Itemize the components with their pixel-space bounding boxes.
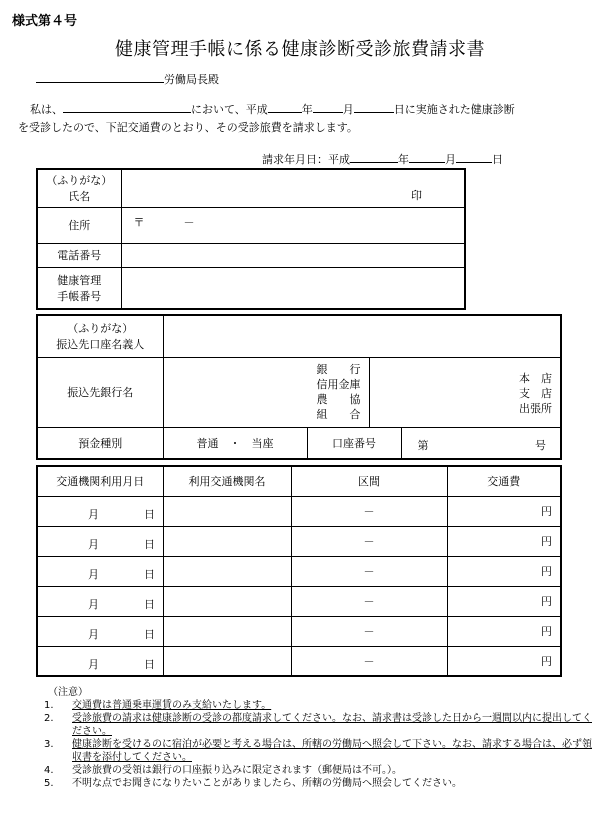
- date-cell[interactable]: [37, 586, 163, 616]
- branch-name-field[interactable]: [369, 357, 561, 427]
- col-header-fare: 交通費: [447, 466, 561, 496]
- branch-type-list: [370, 369, 561, 416]
- bank-type-option: 農 協: [316, 393, 361, 406]
- month-label: 月: [88, 597, 99, 611]
- note-number: 3.: [44, 739, 54, 750]
- note-item: [44, 738, 594, 764]
- note-text: 受診旅費の受領は銀行の口座振り込みに限定されます（郵便局は不可。）。: [72, 765, 402, 776]
- transport-name-cell[interactable]: [163, 556, 291, 586]
- section-dash: －: [363, 505, 375, 518]
- seal-mark: 印: [411, 188, 422, 202]
- phone-label: 電話番号: [37, 243, 121, 267]
- note-number: 2.: [44, 713, 54, 724]
- note-item: [44, 712, 594, 738]
- yen-label: 円: [541, 505, 552, 518]
- date-cell[interactable]: [37, 646, 163, 676]
- deposit-type-label: 預金種別: [37, 427, 163, 459]
- holder-label: 振込先口座名義人: [56, 338, 145, 352]
- section-cell[interactable]: [291, 556, 447, 586]
- bank-type-list: [164, 362, 369, 422]
- table-row: [37, 526, 561, 556]
- section-dash: －: [363, 625, 375, 638]
- account-no-suffix: 号: [535, 438, 546, 452]
- yen-label: 円: [541, 654, 552, 668]
- section-dash: －: [363, 654, 375, 668]
- branch-type-option: 本 店: [519, 371, 552, 385]
- yen-label: 円: [541, 595, 552, 608]
- holder-label-cell: [37, 315, 163, 357]
- day-label: 日: [144, 627, 155, 641]
- section-cell[interactable]: [291, 496, 447, 526]
- intro-line-1: [18, 100, 588, 119]
- note-number: 4.: [44, 765, 54, 776]
- transport-name-cell[interactable]: [163, 496, 291, 526]
- notes: [44, 686, 594, 790]
- fare-cell[interactable]: [447, 526, 561, 556]
- request-day-label: 日: [492, 153, 503, 166]
- date-cell[interactable]: [37, 496, 163, 526]
- fare-cell[interactable]: [447, 616, 561, 646]
- name-label-cell: [37, 169, 121, 207]
- note-text: 不明な点でお聞きになりたいことがありましたら、所轄の労働局へ照会してください。: [72, 778, 462, 789]
- exam-month-blank[interactable]: [313, 100, 343, 113]
- request-date: [262, 150, 503, 167]
- section-cell[interactable]: [291, 526, 447, 556]
- furigana-label: （ふりがな）: [67, 322, 134, 336]
- page-title: 健康管理手帳に係る健康診断受診旅費請求書: [115, 39, 485, 60]
- note-number: 1.: [44, 700, 54, 711]
- bank-type-option: 信用金庫: [316, 378, 361, 391]
- branch-type-option: 支 店: [519, 386, 552, 400]
- bank-type-option: 組 合: [316, 408, 361, 421]
- account-no-prefix: 第: [417, 438, 429, 452]
- date-cell[interactable]: [37, 526, 163, 556]
- fare-cell[interactable]: [447, 646, 561, 676]
- postal-dash: －: [183, 215, 195, 229]
- account-number-field[interactable]: [401, 427, 561, 459]
- fare-cell[interactable]: [447, 586, 561, 616]
- section-cell[interactable]: [291, 616, 447, 646]
- deposit-type-options[interactable]: 普通 ・ 当座: [163, 427, 307, 459]
- transport-name-cell[interactable]: [163, 526, 291, 556]
- note-text: 交通費は普通乗車運賃のみ支給いたします。: [72, 700, 272, 711]
- month-label: 月: [88, 537, 99, 551]
- day-label: 日: [144, 507, 155, 521]
- bank-name-field[interactable]: [163, 357, 369, 427]
- addressee-blank[interactable]: [36, 70, 164, 83]
- transport-rows: [37, 496, 561, 676]
- table-row: [37, 496, 561, 526]
- form-number: 様式第４号: [12, 14, 78, 29]
- date-cell[interactable]: [37, 556, 163, 586]
- name-label: 氏名: [68, 190, 91, 204]
- handbook-number-field[interactable]: [121, 267, 465, 309]
- exam-day-blank[interactable]: [354, 100, 394, 113]
- intro-paragraph: [18, 100, 588, 137]
- postal-mark: 〒: [133, 215, 145, 229]
- table-row: [37, 616, 561, 646]
- day-label: 日: [144, 597, 155, 611]
- note-item: [44, 777, 594, 790]
- table-row: [37, 646, 561, 676]
- section-cell[interactable]: [291, 646, 447, 676]
- bank-type-option: 銀 行: [316, 363, 361, 376]
- intro-text: において、平成: [191, 103, 268, 116]
- note-item: [44, 764, 594, 777]
- addressee: [36, 70, 219, 87]
- table-row: [37, 556, 561, 586]
- yen-label: 円: [541, 535, 552, 548]
- request-year-blank[interactable]: [350, 150, 398, 163]
- transport-table: [36, 465, 562, 677]
- request-date-label: 請求年月日：平成: [262, 153, 350, 166]
- note-text: 健康診断を受けるのに宿泊が必要と考える場合は、所轄の労働局へ照会して下さい。なお、請求する場合は、必ず領収書を添付してください。: [72, 739, 592, 763]
- col-header-transport: 利用交通機関名: [163, 466, 291, 496]
- transport-name-cell[interactable]: [163, 616, 291, 646]
- furigana-label: （ふりがな）: [46, 174, 113, 188]
- note-number: 5.: [44, 778, 54, 789]
- location-blank[interactable]: [63, 100, 191, 113]
- handbook-label: [37, 267, 121, 309]
- col-header-date: 交通機関利用月日: [37, 466, 163, 496]
- day-label: 日: [144, 657, 155, 671]
- day-label: 日: [144, 567, 155, 581]
- transport-name-cell[interactable]: [163, 646, 291, 676]
- exam-year-blank[interactable]: [268, 100, 302, 113]
- request-year-label: 年: [398, 153, 409, 166]
- month-label: 月: [88, 627, 99, 641]
- bank-table: [36, 314, 562, 460]
- phone-field[interactable]: [121, 243, 465, 267]
- table-row: [37, 586, 561, 616]
- fare-cell[interactable]: [447, 496, 561, 526]
- date-cell[interactable]: [37, 616, 163, 646]
- note-item: [44, 699, 594, 712]
- month-label: 月: [88, 567, 99, 581]
- col-header-section: 区間: [291, 466, 447, 496]
- day-label: 日: [144, 537, 155, 551]
- section-cell[interactable]: [291, 586, 447, 616]
- request-day-blank[interactable]: [456, 150, 492, 163]
- section-dash: －: [363, 595, 375, 608]
- intro-text: 私は、: [30, 103, 63, 116]
- section-dash: －: [363, 565, 375, 578]
- handbook-label-line: 手帳番号: [57, 289, 102, 303]
- name-field[interactable]: [121, 169, 465, 207]
- yen-label: 円: [541, 625, 552, 638]
- branch-type-option: 出張所: [519, 401, 552, 415]
- holder-field[interactable]: [163, 315, 561, 357]
- address-label: 住所: [37, 207, 121, 243]
- request-month-label: 月: [445, 153, 456, 166]
- fare-cell[interactable]: [447, 556, 561, 586]
- notes-heading: （注意）: [48, 687, 88, 698]
- month-label: 月: [88, 507, 99, 521]
- intro-text: 月: [342, 103, 354, 116]
- address-field[interactable]: [121, 207, 465, 243]
- yen-label: 円: [541, 565, 552, 578]
- request-month-blank[interactable]: [409, 150, 445, 163]
- intro-text: 年: [301, 103, 313, 116]
- bank-name-label: 振込先銀行名: [37, 357, 163, 427]
- account-number-label: 口座番号: [307, 427, 401, 459]
- applicant-table: [36, 168, 466, 310]
- intro-line-2: を受診したので、下記交通費のとおり、その受診旅費を請求します。: [18, 121, 358, 134]
- month-label: 月: [88, 657, 99, 671]
- section-dash: －: [363, 535, 375, 548]
- addressee-suffix: 労働局長殿: [164, 73, 219, 86]
- note-text: 受診旅費の請求は健康診断の受診の都度請求してください。なお、請求書は受診した日から一週間以内に提出してください。: [72, 713, 592, 737]
- transport-name-cell[interactable]: [163, 586, 291, 616]
- handbook-label-line: 健康管理: [57, 273, 102, 287]
- intro-text: 日に実施された健康診断: [393, 103, 515, 116]
